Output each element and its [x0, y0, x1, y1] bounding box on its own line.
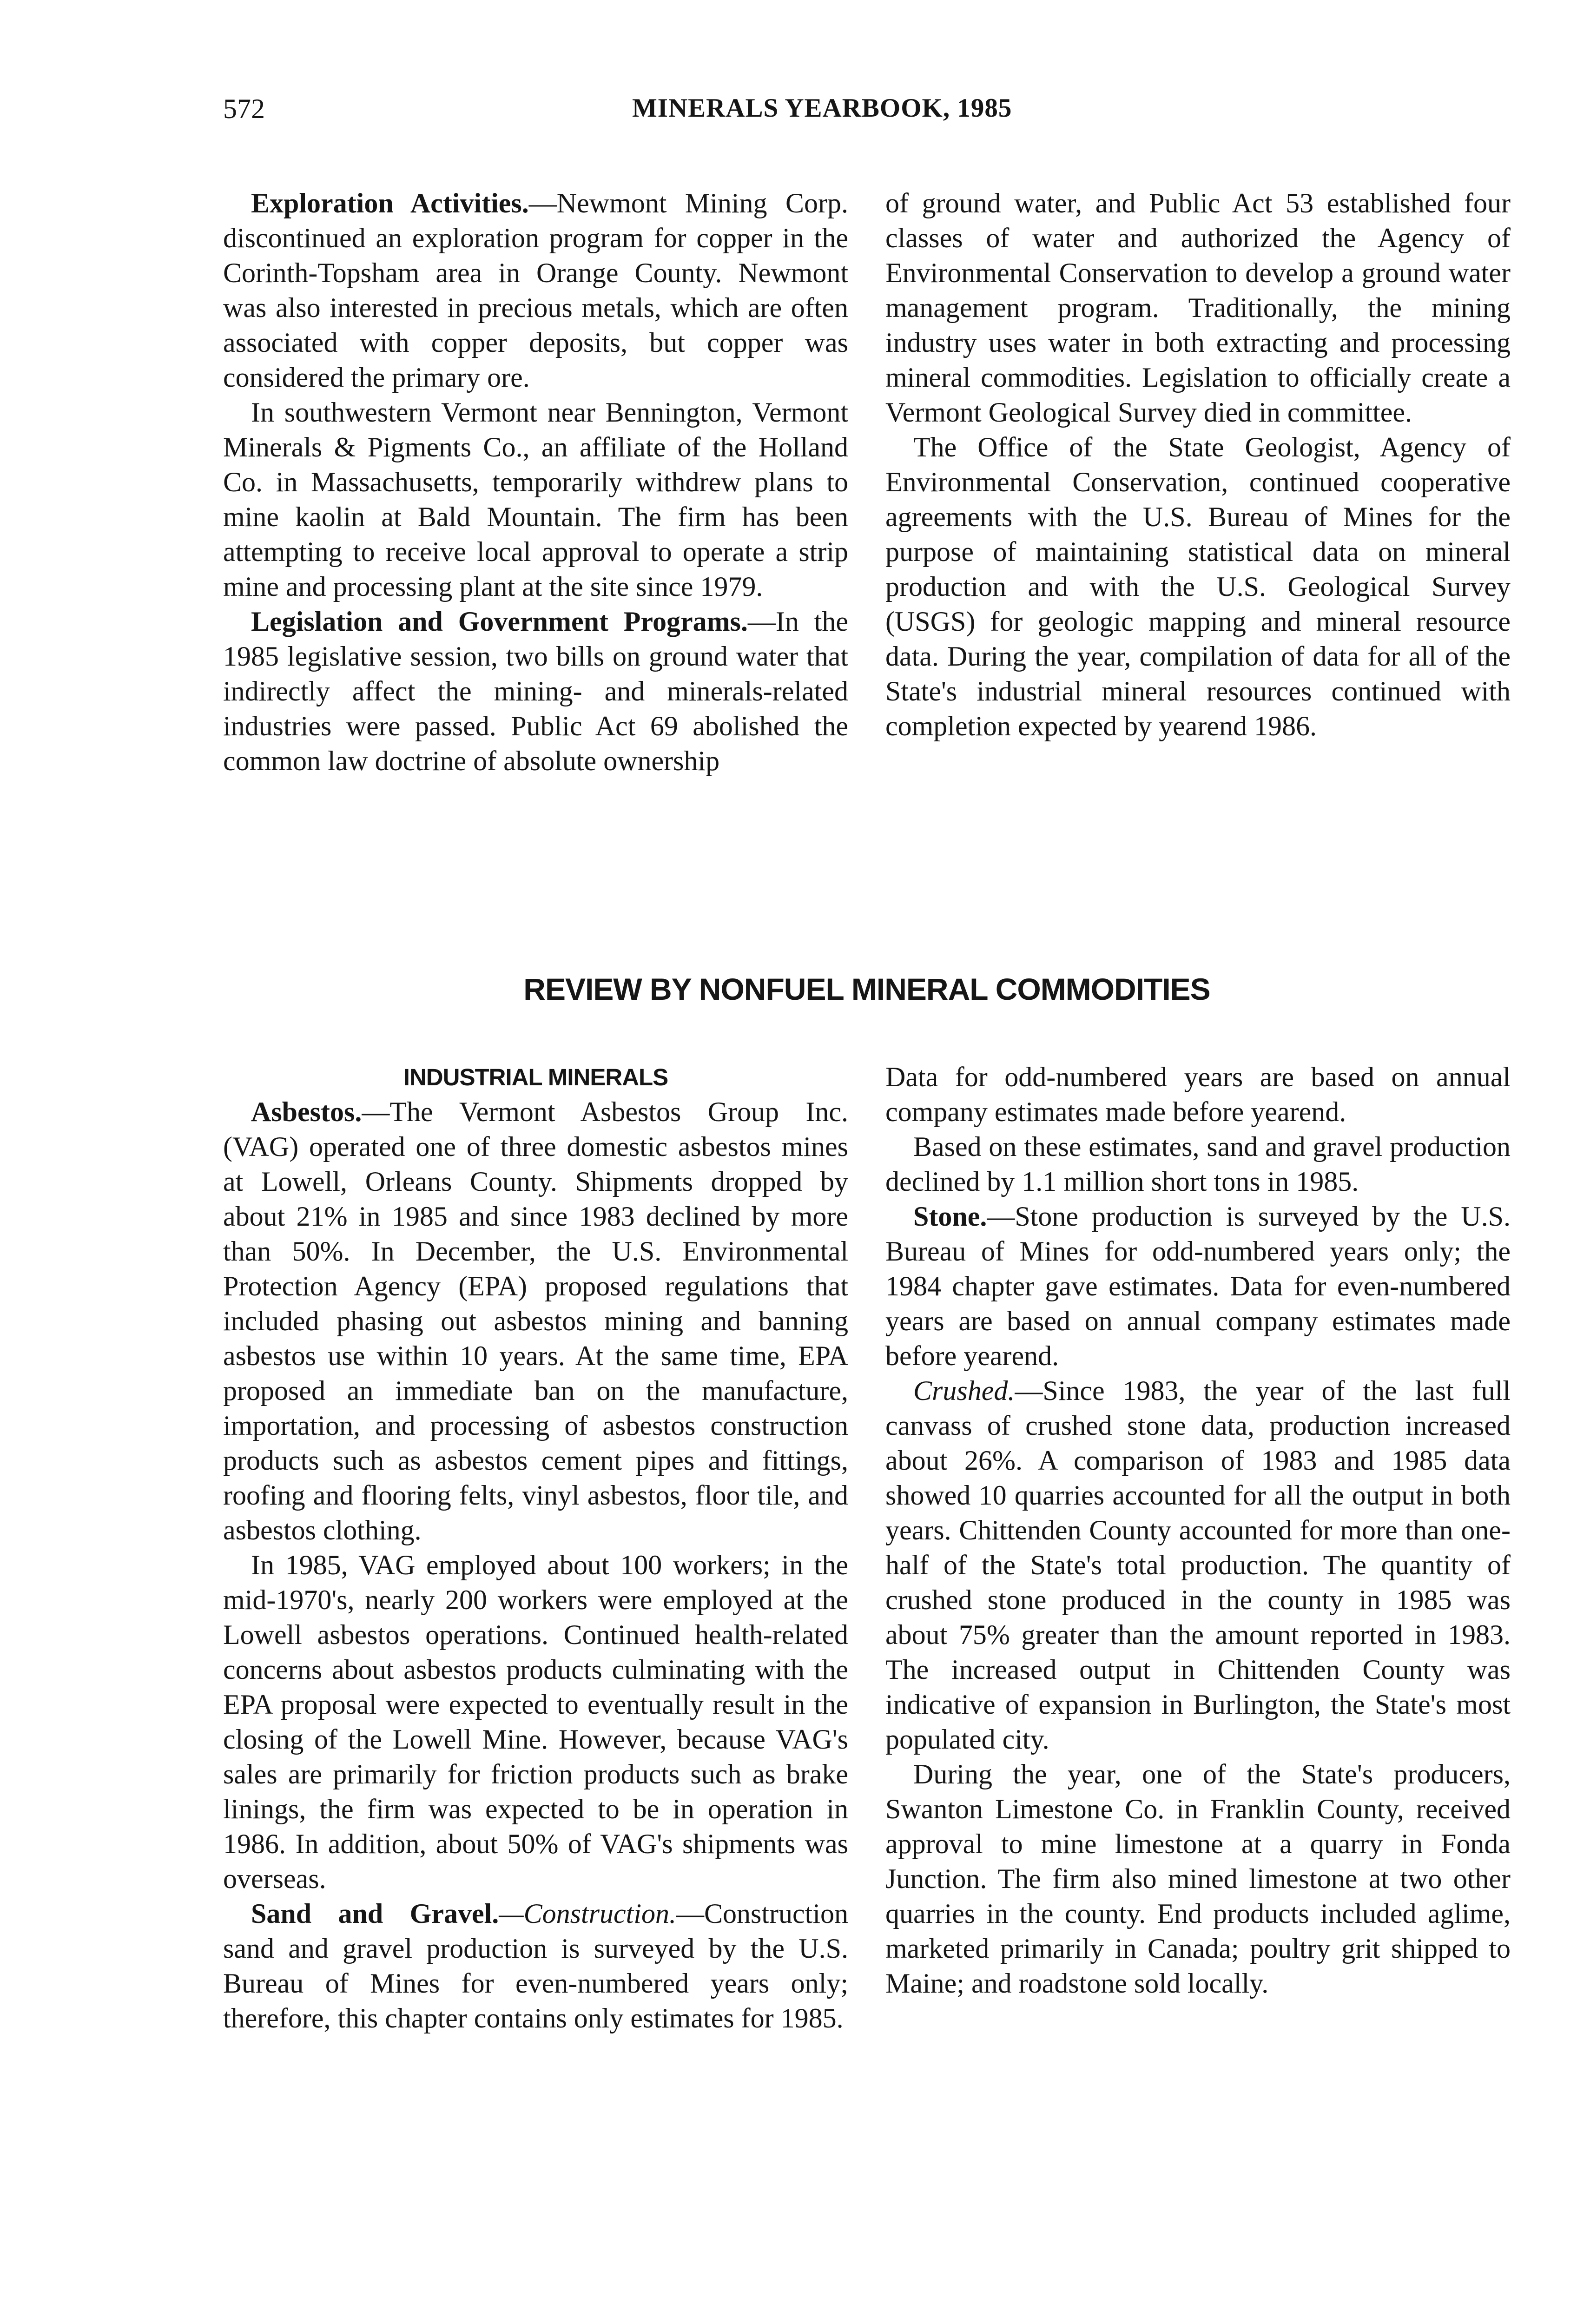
- paragraph-text: —Newmont Mining Corp. discontinued an exploration program for copper in the Corinth-Topsham area in Orange County. Newmont was also interested in precious metals, which are often associated with copper deposits, but copper was considered the primary ore.: [223, 188, 848, 393]
- paragraph-text: —In the 1985 legislative session, two bills on ground water that indirectly affect the mining- and minerals-related industries were passed. Public Act 69 abolished the common law doctrine of absolute ownership: [223, 606, 848, 776]
- paragraph-vag-employment: In 1985, VAG employed about 100 workers; in the mid-1970's, nearly 200 workers were employed at the Lowell asbestos operations. Continued health-related concerns about asbestos products culminating with the EPA proposal were expected to eventually result in the closing of the Lowell Mine. However, because VAG's sales are primarily for friction products such as brake linings, the firm was expected to be in operation in 1986. In addition, about 50% of VAG's shipments was overseas.: [223, 1550, 848, 1894]
- paragraph-text: —Since 1983, the year of the last full canvass of crushed stone data, production increased about 26%. A comparison of 1983 and 1985 data showed 10 quarries accounted for all the output in both years. Chittenden County accounted for more than one-half of the State's total production. The quantity of crushed stone produced in the county in 1985 was about 75% greater than the amount reported in 1983. The increased output in Chittenden County was indicative of expansion in Burlington, the State's most populated city.: [885, 1375, 1511, 1755]
- runin-heading: Exploration Activities.: [251, 188, 529, 218]
- paragraph-sand-gravel: [223, 1896, 848, 2036]
- section-title: REVIEW BY NONFUEL MINERAL COMMODITIES: [523, 972, 1210, 1006]
- subheading-industrial-minerals: INDUSTRIAL MINERALS: [403, 1064, 668, 1090]
- paragraph-state-geologist: The Office of the State Geologist, Agency of Environmental Conservation, continued cooperative agreements with the U.S. Bureau of Mines for the purpose of maintaining statistical data on mineral production and with the U.S. Geological Survey (USGS) for geologic mapping and mineral resource data. During the year, compilation of data for all of the State's industrial mineral resources continued with completion expected by yearend 1986.: [885, 432, 1511, 741]
- bottom-right-column: [885, 1060, 1511, 2001]
- paragraph-ground-water: of ground water, and Public Act 53 established four classes of water and authorized the Agency of Environmental Conservation to develop a ground water management program. Traditionally, the mining industry uses water in both extracting and processing mineral commodities. Legislation to officially create a Vermont Geological Survey died in committee.: [885, 188, 1511, 428]
- paragraph-exploration: [223, 186, 848, 395]
- runin-heading: Asbestos.: [251, 1096, 362, 1127]
- paragraph-estimates: Based on these estimates, sand and gravel production declined by 1.1 million short tons in 1985.: [885, 1131, 1511, 1197]
- runin-heading: Stone.: [913, 1201, 987, 1232]
- paragraph-odd-years: Data for odd-numbered years are based on annual company estimates made before yearend.: [885, 1062, 1511, 1127]
- paragraph-crushed: [885, 1373, 1511, 1757]
- paragraph-text: —Construction sand and gravel production is surveyed by the U.S. Bureau of Mines for even-numbered years only; therefore, this chapter contains only estimates for 1985.: [223, 1898, 848, 2034]
- runin-heading: Legislation and Government Programs.: [251, 606, 748, 637]
- runin-subheading: Crushed.: [913, 1375, 1015, 1406]
- runin-heading: Sand and Gravel.: [251, 1898, 499, 1929]
- paragraph-bennington: In southwestern Vermont near Bennington, Vermont Minerals & Pigments Co., an affiliate of the Holland Co. in Massachusetts, temporarily withdrew plans to mine kaolin at Bald Mountain. The firm has been attempting to receive local approval to operate a strip mine and processing plant at the site since 1979.: [223, 397, 848, 602]
- page-header: [223, 93, 1092, 139]
- runin-subheading: —Construction.: [499, 1898, 676, 1929]
- paragraph-text: —Stone production is surveyed by the U.S. Bureau of Mines for odd-numbered years only; the 1984 chapter gave estimates. Data for even-numbered years are based on annual company estimates made before yearend.: [885, 1201, 1511, 1371]
- paragraph-text: —The Vermont Asbestos Group Inc. (VAG) operated one of three domestic asbestos mines at Lowell, Orleans County. Shipments dropped by about 21% in 1985 and since 1983 declined by more than 50%. In December, the U.S. Environmental Protection Agency (EPA) proposed regulations that included phasing out asbestos mining and banning asbestos use within 10 years. At the same time, EPA proposed an immediate ban on the manufacture, importation, and processing of asbestos construction products such as asbestos cement pipes and fittings, roofing and flooring felts, vinyl asbestos, floor tile, and asbestos clothing.: [223, 1096, 848, 1545]
- top-left-column: [223, 186, 848, 779]
- bottom-left-column: [223, 1060, 848, 2036]
- paragraph-swanton: During the year, one of the State's producers, Swanton Limestone Co. in Franklin County, received approval to mine limestone at a quarry in Fonda Junction. The firm also mined limestone at two other quarries in the county. End products included aglime, marketed primarily in Canada; poultry grit shipped to Maine; and roadstone sold locally.: [885, 1759, 1511, 1999]
- paragraph-legislation: [223, 604, 848, 779]
- paragraph-stone: [885, 1199, 1511, 1373]
- paragraph-asbestos: [223, 1095, 848, 1548]
- running-title: MINERALS YEARBOOK, 1985: [632, 93, 1012, 123]
- page-number: 572: [223, 93, 265, 124]
- top-right-column: [885, 186, 1511, 744]
